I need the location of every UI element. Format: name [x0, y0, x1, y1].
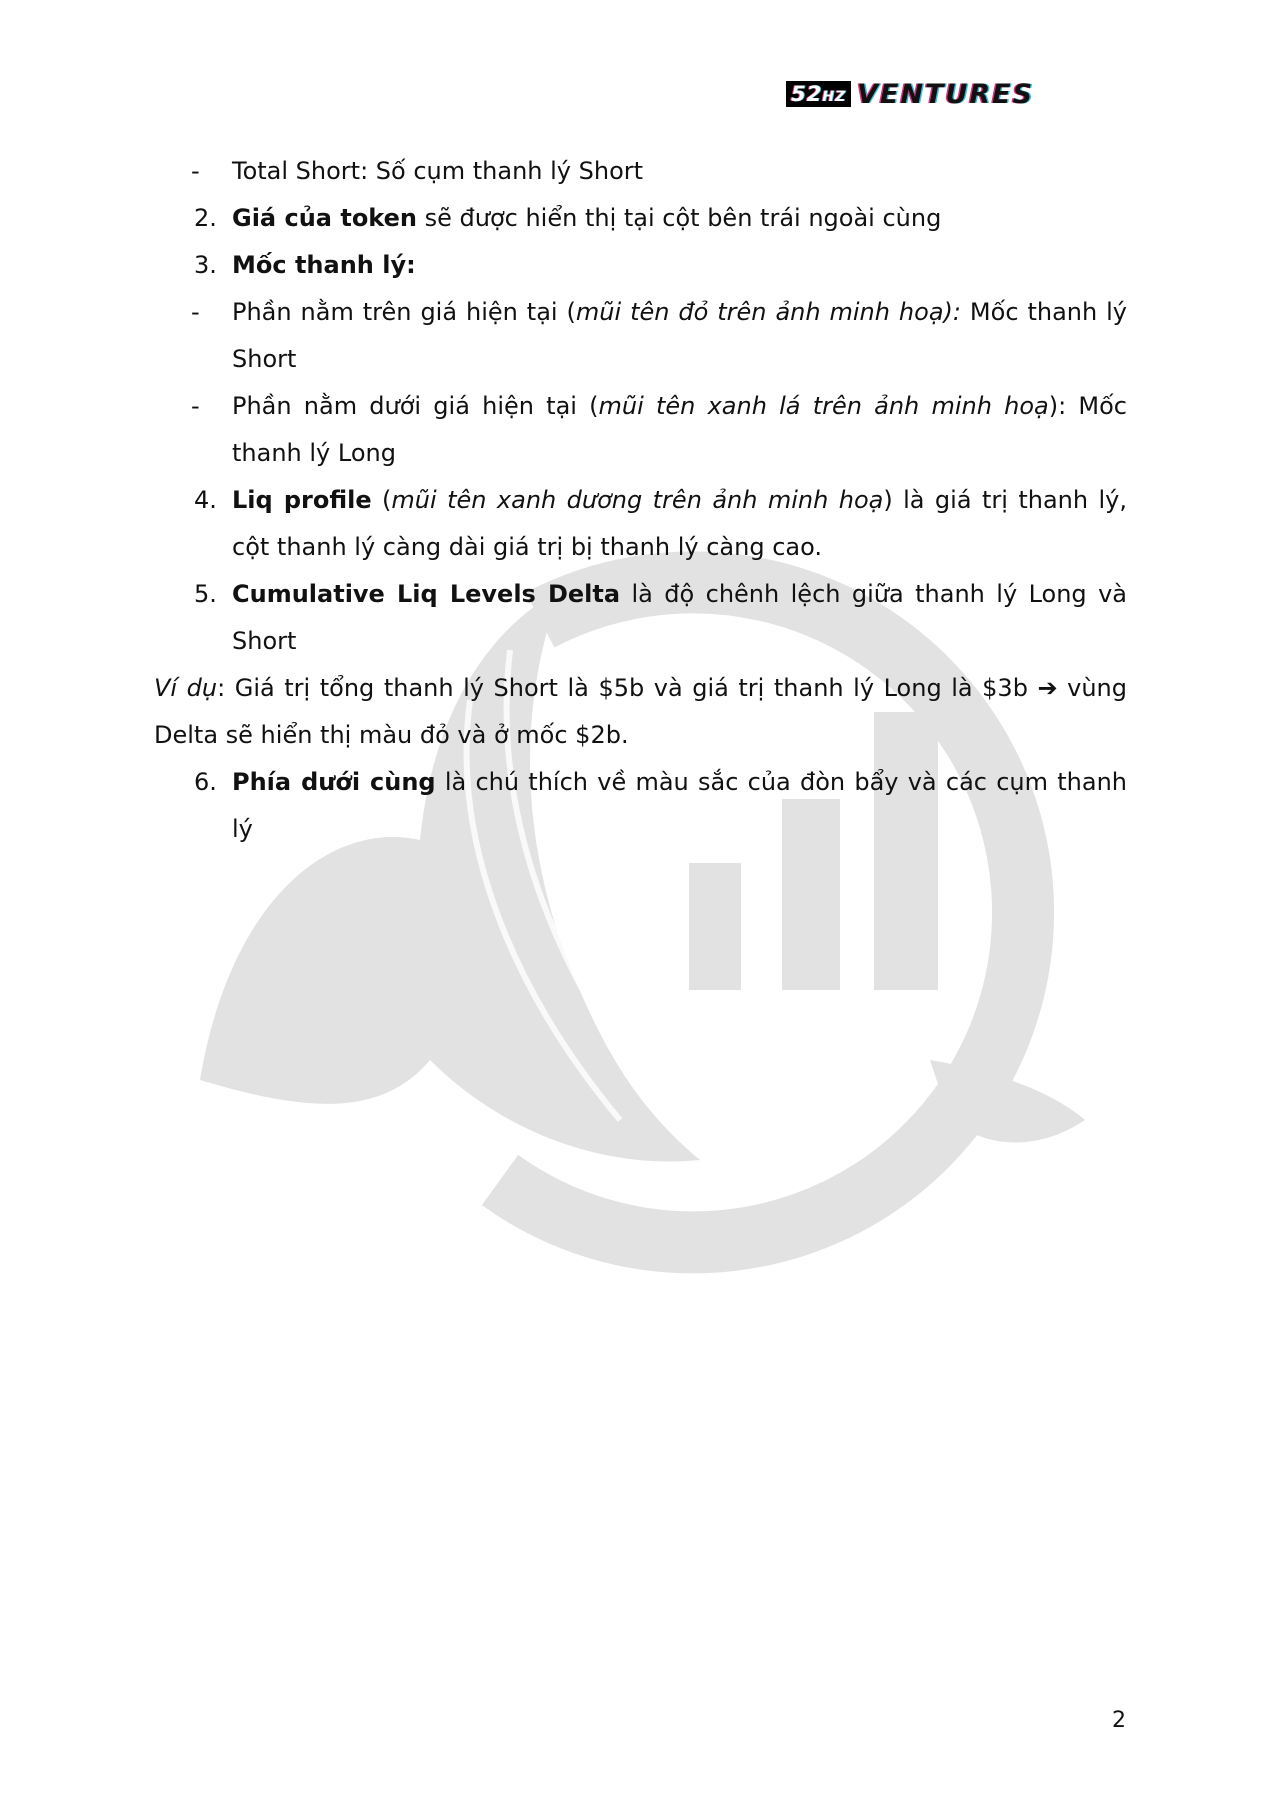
italic-text: mũi tên xanh lá trên ảnh minh hoạ — [598, 392, 1049, 420]
text-run: sẽ được hiển thị tại cột bên trái ngoài cùng — [416, 204, 942, 232]
italic-text: Ví dụ — [154, 674, 218, 702]
bold-text: Liq profile — [232, 486, 372, 514]
example-paragraph — [154, 665, 1127, 759]
document-body — [154, 148, 1127, 853]
logo-wordmark: VENTURES — [857, 78, 1035, 110]
numbered-item — [154, 195, 1127, 242]
list-marker: 6. — [194, 768, 217, 796]
numbered-item — [154, 759, 1127, 853]
text-run: là độ chênh lệch giữa thanh lý Long và Short — [232, 580, 1127, 655]
list-marker: 3. — [194, 251, 217, 279]
logo-badge: 52HZ — [786, 81, 851, 107]
list-marker: - — [191, 298, 200, 326]
italic-text: mũi tên đỏ trên ảnh minh hoạ): — [575, 298, 961, 326]
company-logo — [786, 80, 1034, 108]
list-marker: - — [191, 157, 200, 185]
list-marker: - — [191, 392, 200, 420]
bold-text: Giá của token — [232, 204, 417, 232]
numbered-item — [154, 477, 1127, 571]
numbered-item — [154, 242, 1127, 289]
bullet-item — [154, 148, 1127, 195]
text-run: Mốc thanh lý Short — [232, 298, 1128, 373]
list-marker: 4. — [194, 486, 217, 514]
text-run: Total Short: Số cụm thanh lý Short — [232, 157, 644, 185]
bullet-item — [154, 289, 1127, 383]
text-run: : Giá trị tổng thanh lý Short là $5b và giá trị thanh lý Long là $3b ➔ vùng Delta sẽ hiển thị màu đỏ và ở mốc $2b. — [154, 674, 1127, 749]
page-number: 2 — [1112, 1708, 1126, 1733]
bold-text: Cumulative Liq Levels Delta — [232, 580, 621, 608]
bullet-item — [154, 383, 1127, 477]
numbered-item — [154, 571, 1127, 665]
text-run: ( — [371, 486, 392, 514]
text-run: Phần nằm trên giá hiện tại ( — [232, 298, 576, 326]
bold-text: Phía dưới cùng — [232, 768, 436, 796]
text-run: là chú thích về màu sắc của đòn bẩy và các cụm thanh lý — [232, 768, 1127, 843]
list-marker: 2. — [194, 204, 217, 232]
list-marker: 5. — [194, 580, 217, 608]
italic-text: mũi tên xanh dương trên ảnh minh hoạ — [391, 486, 884, 514]
watermark-bar-1 — [689, 863, 741, 990]
bold-text: Mốc thanh lý: — [232, 251, 416, 279]
text-run: Phần nằm dưới giá hiện tại ( — [232, 392, 599, 420]
text-run: ) là giá trị thanh lý, cột thanh lý càng dài giá trị bị thanh lý càng cao. — [232, 486, 1127, 561]
text-run: ): Mốc thanh lý Long — [232, 392, 1127, 467]
